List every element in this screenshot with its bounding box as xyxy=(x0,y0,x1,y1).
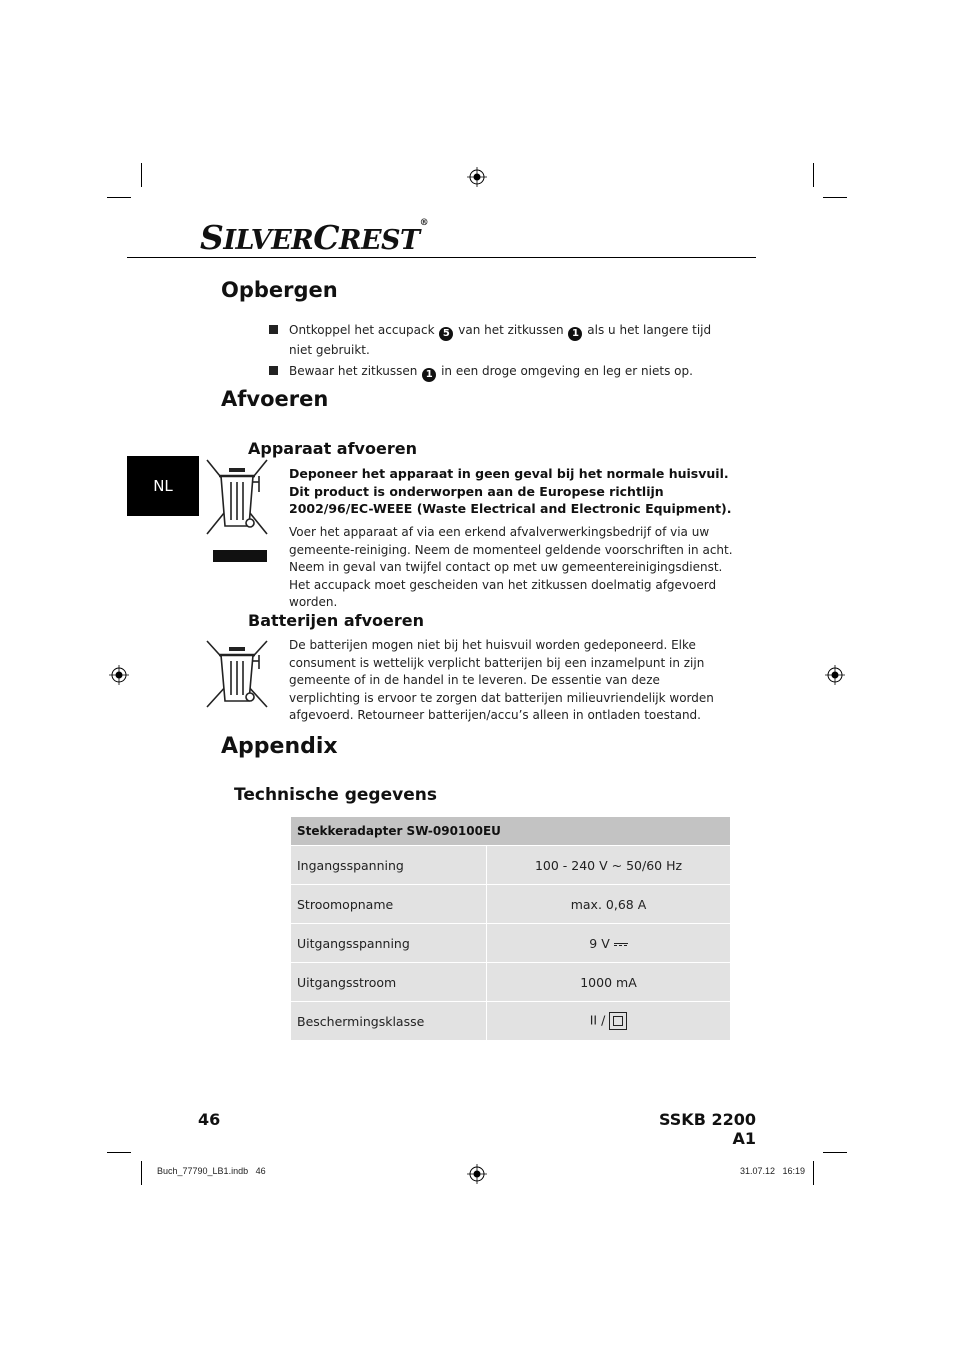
table-row xyxy=(291,885,731,924)
print-slug-date: 31.07.12 16:19 xyxy=(739,1166,805,1176)
spec-value: max. 0,68 A xyxy=(487,885,731,924)
section-title-appendix: Appendix xyxy=(221,734,338,759)
protection-class-ii-icon xyxy=(609,1012,627,1030)
table-row xyxy=(291,846,731,885)
spec-value: 1000 mA xyxy=(487,963,731,1002)
section-title-afvoeren: Afvoeren xyxy=(221,387,329,411)
spec-label: Uitgangsspanning xyxy=(291,924,487,963)
spec-value: 9 V xyxy=(589,935,610,951)
language-tab: NL xyxy=(127,456,199,516)
crop-mark xyxy=(813,163,814,187)
weee-crossed-bin-icon xyxy=(205,458,269,564)
crop-mark xyxy=(141,163,142,187)
header-rule xyxy=(127,257,756,258)
spec-value-cell xyxy=(487,924,731,963)
subsection-title-apparaat: Apparaat afvoeren xyxy=(248,439,417,458)
registration-mark-icon xyxy=(825,665,845,685)
spec-table xyxy=(290,816,731,1041)
table-header-row xyxy=(291,817,731,846)
spec-value: II / xyxy=(589,1012,606,1028)
part-number-badge: 5 xyxy=(439,327,453,341)
direct-current-icon xyxy=(614,942,628,947)
registration-mark-icon xyxy=(467,1164,487,1184)
crop-mark xyxy=(107,197,131,198)
crop-mark xyxy=(107,1152,131,1153)
crop-mark xyxy=(823,1152,847,1153)
spec-label: Ingangsspanning xyxy=(291,846,487,885)
spec-value: 100 - 240 V ~ 50/60 Hz xyxy=(487,846,731,885)
table-header: Stekkeradapter SW-090100EU xyxy=(291,817,731,846)
crop-mark xyxy=(141,1161,142,1185)
subsection-title-batterijen: Batterijen afvoeren xyxy=(248,611,424,630)
bullet-item: Ontkoppel het accupack 5 van het zitkussen 1 als u het langere tijd niet gebruikt. xyxy=(289,321,729,359)
table-row xyxy=(291,1002,731,1041)
registration-mark-icon xyxy=(109,665,129,685)
crop-mark xyxy=(813,1161,814,1185)
bullet-square-icon xyxy=(269,366,278,375)
spec-label: Beschermingsklasse xyxy=(291,1002,487,1041)
part-number-badge: 1 xyxy=(422,368,436,382)
page-number: 46 xyxy=(198,1110,221,1129)
silvercrest-logo: SILVERCREST® xyxy=(200,218,429,257)
print-slug-file: Buch_77790_LB1.indb 46 xyxy=(157,1166,266,1176)
bullet-square-icon xyxy=(269,325,278,334)
bullet-item: Bewaar het zitkussen 1 in een droge omgeving en leg er niets op. xyxy=(289,362,729,382)
weee-notice-bold: Deponeer het apparaat in geen geval bij het normale huisvuil. Dit product is onderworpen aan de Europese richtlijn 2002/96/EC-WEEE (Waste Electrical and Electronic Equipment). xyxy=(289,466,732,516)
part-number-badge: 1 xyxy=(568,327,582,341)
battery-crossed-bin-icon xyxy=(205,639,269,709)
spec-label: Stroomopname xyxy=(291,885,487,924)
subsection-title-technische-gegevens: Technische gegevens xyxy=(234,785,437,805)
registration-mark-icon xyxy=(467,167,487,187)
table-row xyxy=(291,924,731,963)
crop-mark xyxy=(823,197,847,198)
spec-label: Uitgangsstroom xyxy=(291,963,487,1002)
spec-value-cell xyxy=(487,1002,731,1041)
batterijen-text: De batterijen mogen niet bij het huisvuil worden gedeponeerd. Elke consument is wettelijk verplicht batterijen bij een inzamelpunt in zijn gemeente of in de handel in te leveren. De essentie van deze verplichting is ervoor te zorgen dat batterijen milieuvriendelijk worden afgevoerd. Retourneer batterijen/accu’s alleen in ontladen toestand. xyxy=(289,638,714,722)
table-row xyxy=(291,963,731,1002)
apparaat-text: Voer het apparaat af via een erkend afvalverwerkingsbedrijf of via uw gemeente-reiniging. Neem de momenteel geldende voorschriften in acht. Neem in geval van twijfel contact op met uw gemeentereinigingsdienst. Het accupack moet gescheiden van het zitkussen doelmatig afgevoerd worden. xyxy=(289,525,733,609)
section-title-opbergen: Opbergen xyxy=(221,278,338,302)
model-number: SSKB 2200 A1 xyxy=(658,1110,756,1148)
